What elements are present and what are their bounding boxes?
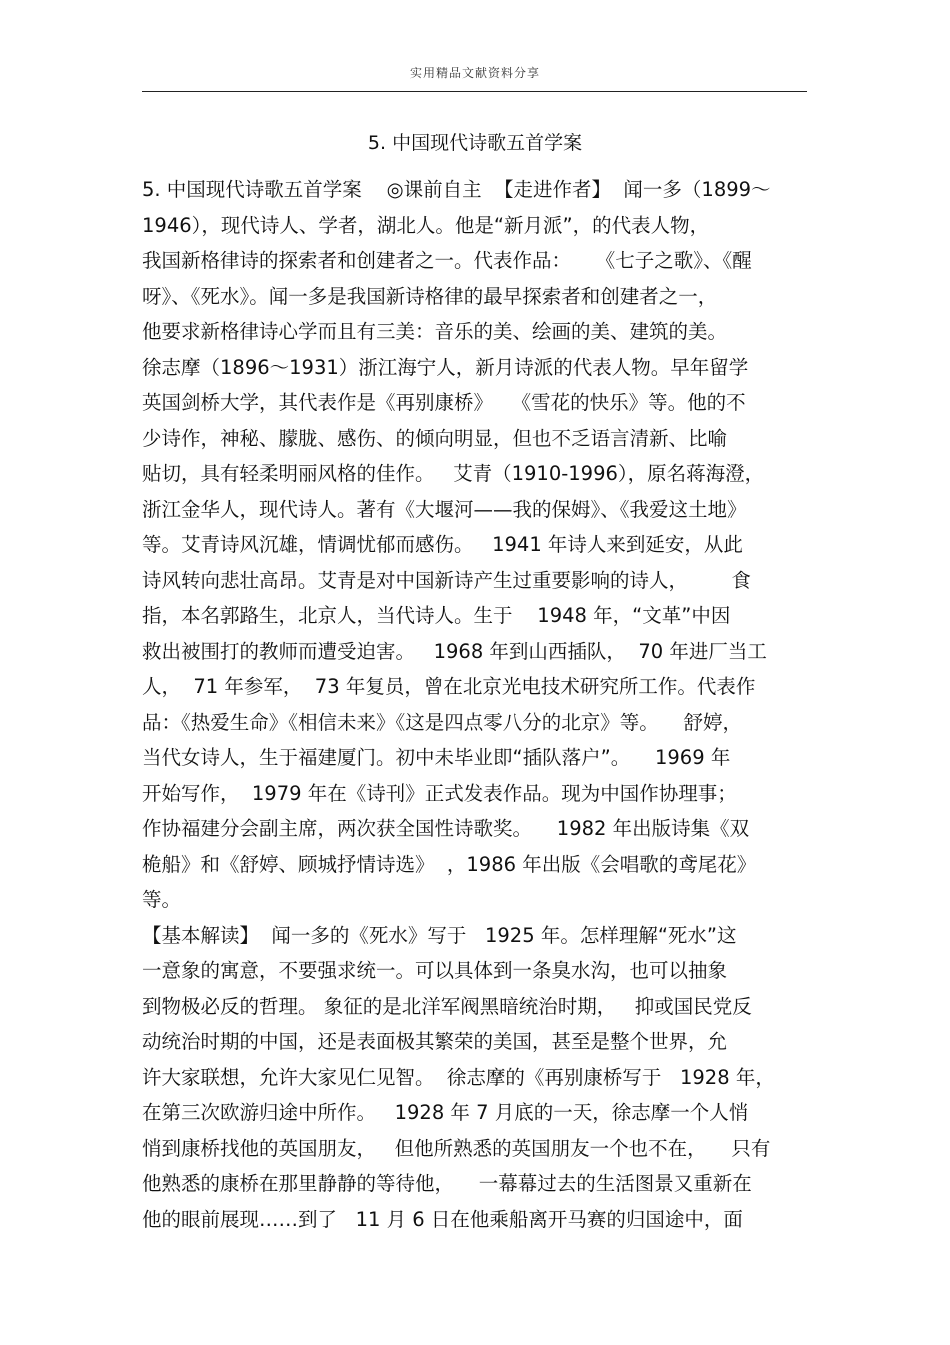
text-line: 救出被围打的教师而遭受迫害。 1968 年到山西插队， 70 年进厂当工 — [142, 639, 767, 663]
body-text — [142, 172, 812, 1237]
text-line: 他的眼前展现……到了 11 月 6 日在他乘船离开马赛的归国途中，面 — [142, 1207, 743, 1231]
text-line: 品：《热爱生命》《相信未来》《这是四点零八分的北京》等。 舒婷， — [142, 710, 743, 734]
text-line: 等。 — [142, 888, 182, 911]
text-line: 【基本解读】 闻一多的《死水》写于 1925 年。怎样理解“死水”这 — [142, 923, 737, 947]
text-line: 5. 中国现代诗歌五首学案 ◎课前自主 【走进作者】 闻一多（1899～ — [142, 178, 771, 201]
text-line: 浙江金华人，现代诗人。著有《大堰河——我的保姆》、《我爱这土地》 — [142, 497, 747, 521]
text-line: 桅船》和《舒婷、顾城抒情诗选》 ，1986 年出版《会唱歌的鸢尾花》 — [142, 852, 757, 876]
text-line: 指，本名郭路生，北京人，当代诗人。生于 1948 年，“文革”中因 — [142, 604, 731, 627]
text-line: 开始写作， 1979 年在《诗刊》正式发表作品。现为中国作协理事； — [142, 781, 737, 805]
text-line: 他要求新格律诗心学而且有三美：音乐的美、绘画的美、建筑的美。 — [142, 320, 728, 343]
text-line: 一意象的寓意，不要强求统一。可以具体到一条臭水沟，也可以抽象 — [142, 959, 728, 982]
text-line: 许大家联想，允许大家见仁见智。 徐志摩的《再别康桥写于 1928 年， — [142, 1065, 775, 1089]
text-line: 呀》、《死水》。闻一多是我国新诗格律的最早探索者和创建者之一， — [142, 284, 718, 308]
text-line: 徐志摩（1896～1931）浙江海宁人，新月诗派的代表人物。早年留学 — [142, 355, 749, 379]
text-line: 他熟悉的康桥在那里静静的等待他， 一幕幕过去的生活图景又重新在 — [142, 1172, 752, 1195]
page-header: 实用精品文献资料分享 — [409, 66, 540, 80]
text-line: 等。艾青诗风沉雄，情调忧郁而感伤。 1941 年诗人来到延安，从此 — [142, 533, 743, 556]
text-line: 诗风转向悲壮高昂。艾青是对中国新诗产生过重要影响的诗人， 食 — [142, 568, 751, 592]
text-line: 英国剑桥大学，其代表作是《再别康桥》 《雪花的快乐》等。他的不 — [142, 391, 746, 414]
text-line: 到物极必反的哲理。 象征的是北洋军阀黑暗统治时期， 抑或国民党反 — [142, 994, 752, 1018]
text-line: 悄到康桥找他的英国朋友， 但他所熟悉的英国朋友一个也不在， 只有 — [142, 1136, 771, 1160]
text-line: 少诗作，神秘、朦胧、感伤、的倾向明显，但也不乏语言清新、比喻 — [142, 426, 728, 450]
text-line: 动统治时期的中国，还是表面极其繁荣的美国，甚至是整个世界，允 — [142, 1030, 728, 1053]
text-line: 作协福建分会副主席，两次获全国性诗歌奖。 1982 年出版诗集《双 — [142, 817, 750, 840]
text-line: 在第三次欧游归途中所作。 1928 年 7 月底的一天，徐志摩一个人悄 — [142, 1101, 749, 1124]
text-line: 当代女诗人，生于福建厦门。初中未毕业即“插队落户”。 1969 年 — [142, 746, 731, 769]
text-line: 人， 71 年参军， 73 年复员，曾在北京光电技术研究所工作。代表作 — [142, 675, 756, 698]
document-title: 5. 中国现代诗歌五首学案 — [367, 132, 583, 154]
text-line: 贴切，具有轻柔明丽风格的佳作。 艾青（1910-1996），原名蒋海澄， — [142, 462, 765, 485]
text-line: 1946），现代诗人、学者，湖北人。他是“新月派”，的代表人物， — [142, 213, 710, 237]
text-line: 我国新格律诗的探索者和创建者之一。代表作品： 《七子之歌》、《醒 — [142, 249, 752, 272]
header-divider — [142, 91, 807, 92]
